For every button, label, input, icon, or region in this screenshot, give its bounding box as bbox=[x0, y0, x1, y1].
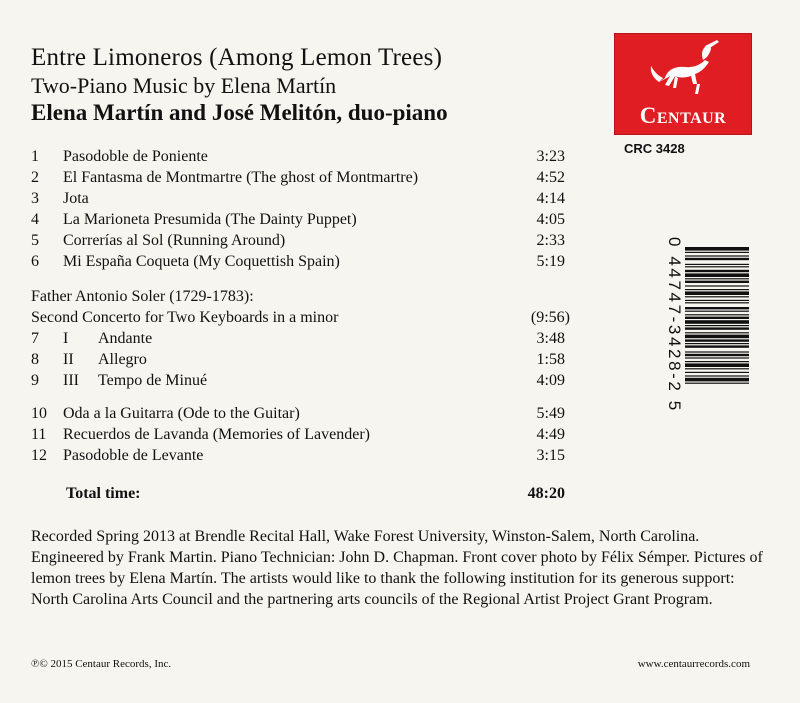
logo-wordmark: Centaur bbox=[639, 103, 727, 128]
barcode-bar bbox=[685, 278, 749, 279]
track-row bbox=[31, 230, 591, 251]
barcode-bar bbox=[685, 285, 749, 286]
barcode-bar bbox=[685, 291, 749, 295]
album-subtitle: Two-Piano Music by Elena Martín bbox=[31, 73, 337, 98]
movement-numeral: II bbox=[63, 351, 74, 368]
barcode-bar bbox=[685, 378, 749, 382]
barcode-bar bbox=[685, 311, 749, 312]
barcode-bar bbox=[685, 363, 749, 367]
barcode-bar bbox=[685, 357, 749, 358]
performers: Elena Martín and José Melitón, duo-piano bbox=[31, 100, 448, 125]
track-row bbox=[31, 146, 591, 167]
barcode-bar bbox=[685, 345, 749, 347]
barcode-bar bbox=[685, 343, 749, 344]
track-row bbox=[31, 251, 591, 272]
barcode-bar bbox=[685, 383, 749, 384]
track-title: Correrías al Sol (Running Around) bbox=[63, 232, 286, 249]
track-number: 4 bbox=[31, 211, 39, 228]
track-title: Recuerdos de Lavanda (Memories of Lavender) bbox=[63, 426, 370, 443]
barcode-bar bbox=[685, 372, 749, 373]
barcode-bar bbox=[685, 307, 749, 309]
barcode-bar bbox=[685, 300, 749, 301]
barcode-digits: 0 44747-3428-2 5 bbox=[665, 237, 684, 413]
track-number: 12 bbox=[31, 447, 47, 464]
movement-title: Tempo de Minué bbox=[98, 372, 208, 389]
barcode-bar bbox=[685, 368, 749, 369]
barcode-bar bbox=[685, 375, 749, 376]
movement-title: Andante bbox=[98, 330, 153, 347]
total-time-label: Total time: bbox=[66, 485, 141, 502]
track-row bbox=[31, 188, 591, 209]
barcode-bar bbox=[685, 335, 749, 339]
track-number: 1 bbox=[31, 148, 39, 165]
track-duration: 4:49 bbox=[536, 426, 565, 443]
track-number: 10 bbox=[31, 405, 47, 422]
track-title: Pasodoble de Levante bbox=[63, 447, 204, 464]
track-duration: 3:48 bbox=[536, 330, 565, 347]
track-number: 9 bbox=[31, 372, 39, 389]
barcode-bar bbox=[685, 258, 749, 260]
track-number: 7 bbox=[31, 330, 39, 347]
movement-row bbox=[31, 370, 591, 391]
barcode-bar bbox=[685, 289, 749, 290]
track-row bbox=[31, 403, 591, 424]
track-duration: 4:09 bbox=[536, 372, 565, 389]
barcode-bar bbox=[685, 302, 749, 303]
track-number: 2 bbox=[31, 169, 39, 186]
barcode-bar bbox=[685, 270, 749, 272]
track-row bbox=[31, 209, 591, 230]
composer-name: Father Antonio Soler (1729-1783): bbox=[31, 288, 254, 305]
track-row bbox=[31, 445, 591, 466]
track-title: Jota bbox=[63, 190, 89, 207]
centaur-horse-icon bbox=[645, 38, 725, 100]
track-duration: 2:33 bbox=[536, 232, 565, 249]
track-number: 3 bbox=[31, 190, 39, 207]
track-duration: 4:14 bbox=[536, 190, 565, 207]
track-duration: 4:05 bbox=[536, 211, 565, 228]
track-duration: 5:49 bbox=[536, 405, 565, 422]
copyright: ℗© 2015 Centaur Records, Inc. bbox=[31, 658, 172, 670]
barcode-bar bbox=[685, 255, 749, 256]
barcode-bar bbox=[685, 266, 749, 267]
track-row bbox=[31, 424, 591, 445]
barcode-bar bbox=[685, 339, 749, 341]
movement-row bbox=[31, 328, 591, 349]
composer-line bbox=[31, 286, 591, 307]
barcode-bar bbox=[685, 332, 749, 333]
barcode-bar bbox=[685, 354, 749, 356]
work-title: Second Concerto for Two Keyboards in a minor bbox=[31, 309, 339, 326]
barcode-bar bbox=[685, 351, 749, 352]
track-number: 11 bbox=[31, 426, 47, 443]
barcode-bar bbox=[685, 252, 749, 253]
movement-title: Allegro bbox=[98, 351, 147, 368]
track-duration: 4:52 bbox=[536, 169, 565, 186]
track-duration: 3:23 bbox=[536, 148, 565, 165]
barcode-bar bbox=[685, 327, 749, 329]
track-title: El Fantasma de Montmartre (The ghost of Montmartre) bbox=[63, 169, 419, 186]
track-number: 8 bbox=[31, 351, 39, 368]
track-number: 6 bbox=[31, 253, 39, 270]
centaur-logo bbox=[614, 33, 752, 135]
barcode bbox=[653, 237, 753, 483]
track-title: Mi España Coqueta (My Coquettish Spain) bbox=[63, 253, 340, 270]
track-title: La Marioneta Presumida (The Dainty Puppet) bbox=[63, 211, 357, 228]
recording-credits: Recorded Spring 2013 at Brendle Recital Hall, Wake Forest University, Winston-Salem, North Carolina. Engineered by Frank Martin. Piano Technician: John D. Chapman. Front cover photo by Félix Sémper. Pictures of lemon trees by Elena Martín. The artists would like to thank the following institution for its generous support: North Carolina Arts Council and the partnering arts councils of the Regional Artist Project Grant Program. bbox=[31, 528, 763, 608]
catalog-number: CRC 3428 bbox=[624, 141, 685, 156]
barcode-bar bbox=[685, 325, 749, 326]
total-time-value: 48:20 bbox=[527, 485, 565, 502]
work-duration: (9:56) bbox=[530, 309, 570, 326]
movement-numeral: III bbox=[63, 372, 79, 389]
barcode-bar bbox=[685, 247, 749, 251]
website: www.centaurrecords.com bbox=[637, 658, 750, 670]
track-title: Oda a la Guitarra (Ode to the Guitar) bbox=[63, 405, 300, 422]
track-row bbox=[31, 167, 591, 188]
work-line bbox=[31, 307, 591, 328]
barcode-bar bbox=[685, 361, 749, 362]
track-number: 5 bbox=[31, 232, 39, 249]
track-title: Pasodoble de Poniente bbox=[63, 148, 208, 165]
track-list bbox=[31, 146, 591, 506]
barcode-bar bbox=[685, 296, 749, 297]
barcode-bar bbox=[685, 317, 749, 319]
album-title: Entre Limoneros (Among Lemon Trees) bbox=[31, 44, 443, 71]
total-time bbox=[31, 482, 591, 506]
track-duration: 5:19 bbox=[536, 253, 565, 270]
barcode-bar bbox=[685, 273, 749, 277]
barcode-bar bbox=[685, 264, 749, 265]
movement-row bbox=[31, 349, 591, 370]
track-duration: 1:58 bbox=[536, 351, 565, 368]
barcode-bar bbox=[685, 281, 749, 283]
barcode-bar bbox=[685, 320, 749, 324]
barcode-bar bbox=[685, 314, 749, 315]
track-duration: 3:15 bbox=[536, 447, 565, 464]
movement-numeral: I bbox=[63, 330, 69, 347]
